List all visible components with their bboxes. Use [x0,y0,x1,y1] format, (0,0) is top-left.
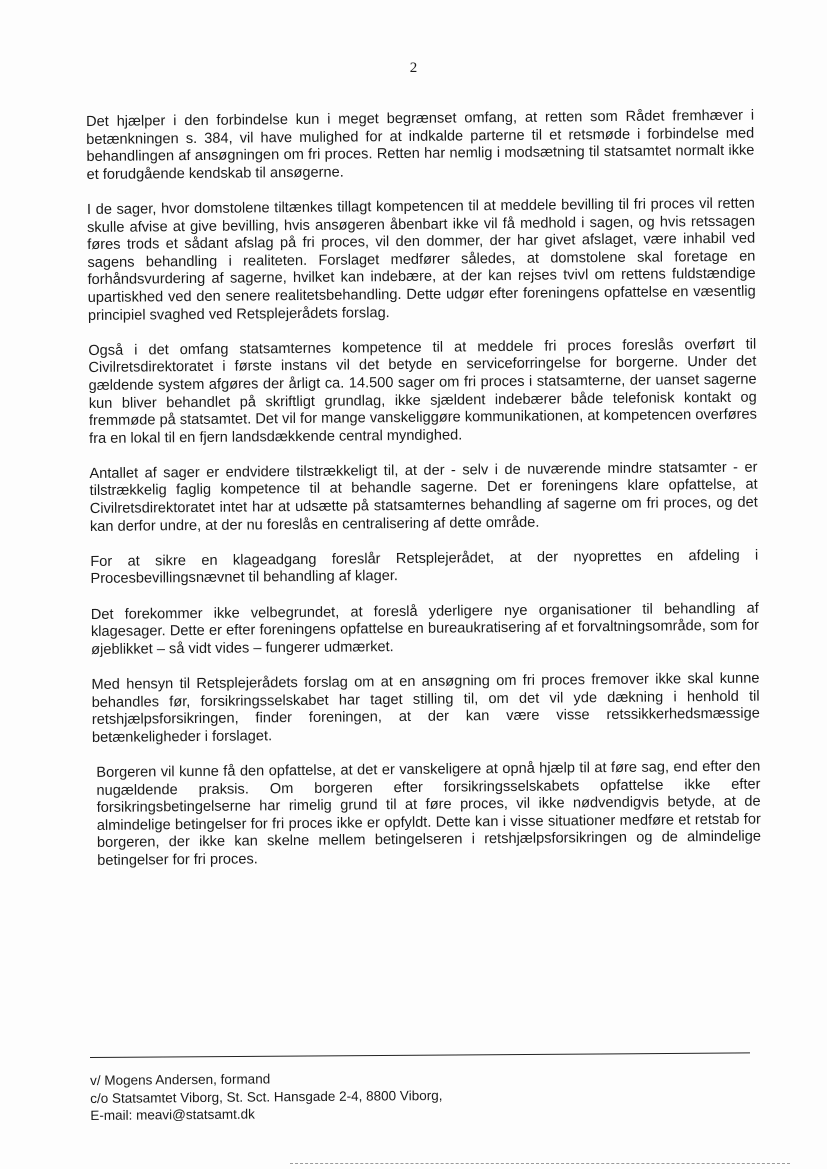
paragraph-7: Med hensyn til Retsplejerådets forslag om at en ansøgning om fri proces fremover ikke skal kunne behandles før, forsikringsselskabet har taget stilling til, om det vil yde dækning i henhold til retshjælpsforsikringen, finder foreningen, at der kan være visse retssikkerhedsmæssige betænkeligheder i forslaget. [91,670,760,746]
footer-signature: v/ Mogens Andersen, formand [90,1071,271,1088]
footer-block [90,1067,690,1125]
paragraph-1: Det hjælper i den forbindelse kun i meget begrænset omfang, at retten som Rådet fremhæver i betænkningen s. 384, vil have mulighed for at indkalde parterne til et retsmøde i forbindelse med behandlingen af ansøgningen om fri proces. Retten har nemlig i modsætning til statsamtet normalt ikke et forudgående kendskab til ansøgerne. [86,107,755,183]
paragraph-4: Antallet af sager er endvidere tilstrækkeligt til, at der - selv i de nuværende mindre statsamter - er tilstrækkelig faglig kompetence til at behandle sagerne. Det er foreningens klare opfattelse, at Civilretsdirektoratet intet har at udsætte på statsamternes behandling af sagerne om fri proces, og det kan derfor undre, at der nu foreslås en centralisering af dette område. [89,459,758,535]
letter-body [86,108,761,889]
footer-address: c/o Statsamtet Viborg, St. Sct. Hansgade 2-4, 8800 Viborg, [90,1087,443,1106]
paragraph-6: Det forekommer ikke velbegrundet, at foreslå yderligere nye organisationer til behandling af klagesager. Dette er efter foreningens opfattelse en bureaukratisering af et forvaltningsområde, som for øjeblikket – så vidt vides – fungerer udmærket. [90,600,760,658]
paragraph-3: Også i det omfang statsamternes kompetence til at meddele fri proces foreslås overført til Civilretsdirektoratet i første instans vil det betyde en serviceforringelse for borgerne. Under det gældende system afgøres der årligt ca. 14.500 sager om fri proces i statsamterne, der uanset sagerne kun bliver behandlet på skriftligt grundlag, ikke sjældent indebærer både telefonisk kontakt og fremmøde på statsamtet. Det vil for mange vanskeliggøre kommunikationen, at kompetencen overføres fra en lokal til en fjern landsdækkende central myndighed. [88,336,757,447]
footer-email: E-mail: meavi@statsamt.dk [90,1106,255,1123]
page-number: 2 [409,60,418,76]
scan-edge-artifact [290,1163,790,1164]
paragraph-8: Borgeren vil kunne få den opfattelse, at det er vanskeligere at opnå hjælp til at føre sag, end efter den nugældende praksis. Om borgeren efter forsikringsselskabets opfattelse ikke efter forsikringsbetingelserne har rimelig grund til at føre proces, vil ikke nødvendigvis betyde, at de almindelige betingelser for fri proces ikke er opfyldt. Dette kan i visse situationer medføre et retstab for borgeren, der ikke kan skelne mellem betingelseren i retshjælpsforsikringen og de almindelige betingelser for fri proces. [96,758,762,869]
footer-divider [90,1052,750,1058]
paragraph-2: I de sager, hvor domstolene tiltænkes tillagt kompetencen til at meddele bevilling til fri proces vil retten skulle afvise at give bevilling, hvis ansøgeren åbenbart ikke vil få medhold i sagen, og hvis retssagen føres trods et sådant afslag på fri proces, vil den dommer, der har givet afslaget, være inhabil ved sagens behandling i realiteten. Forslaget medfører således, at domstolene skal foretage en forhåndsvurdering af sagerne, hvilket kan indebære, at der kan rejses tvivl om rettens fuldstændige upartiskhed ved den senere realitetsbehandling. Dette udgør efter foreningens opfattelse en væsentlig principiel svaghed ved Retsplejerådets forslag. [86,195,756,324]
paragraph-5: For at sikre en klageadgang foreslår Retsplejerådet, at der nyoprettes en afdeling i Procesbevillingsnævnet til behandling af klager. [90,547,759,588]
